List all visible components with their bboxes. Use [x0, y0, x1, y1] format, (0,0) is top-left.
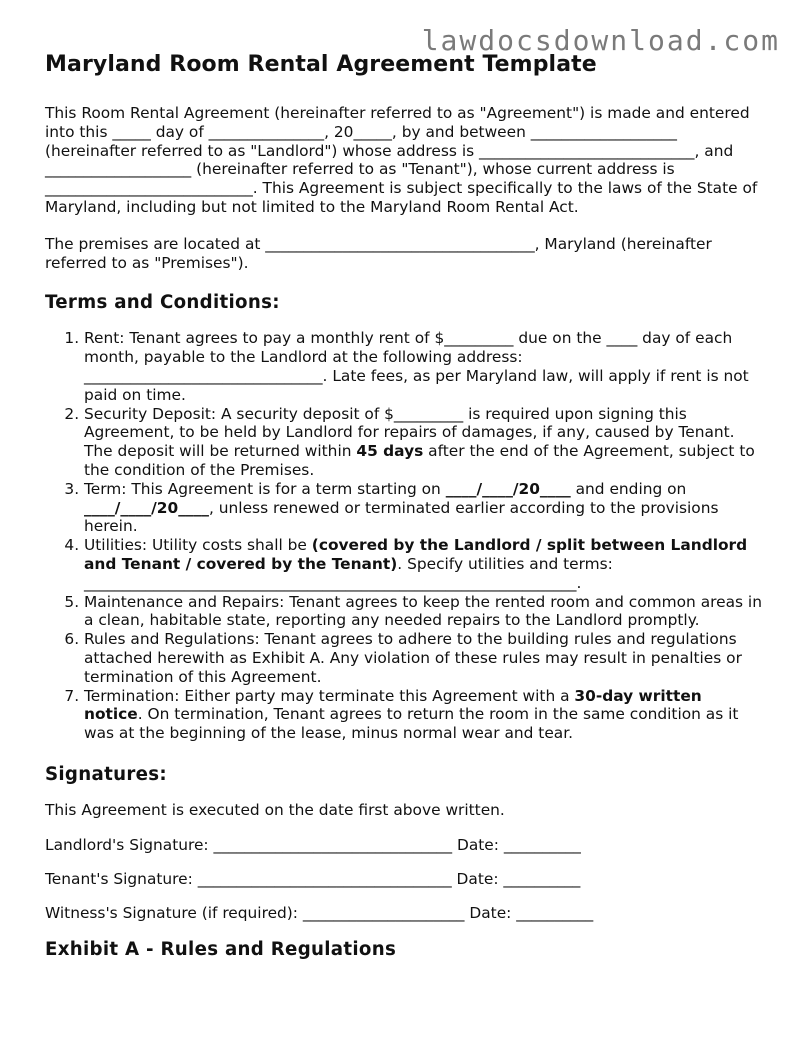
termination-notice: 30-day written notice	[84, 686, 702, 724]
terms-heading: Terms and Conditions:	[45, 292, 280, 314]
term-item-utilities	[84, 536, 763, 592]
landlord-signature-line: Landlord's Signature: _______________________________ Date: __________	[45, 835, 581, 854]
term-item-rules: 6. Rules and Regulations: Tenant agrees to adhere to the building rules and regulations attached herewith as Exhibit A. Any violation of these rules may result in penalties or termination of this Agreement.	[84, 630, 763, 686]
term-end-date: ____/____/20____	[84, 498, 210, 517]
tenant-signature-line: Tenant's Signature: _________________________________ Date: __________	[45, 870, 581, 888]
term-text: Term: This Agreement is for a term starting on	[84, 479, 446, 498]
termination-text-end: . On termination, Tenant agrees to return the room in the same condition as it was at the beginning of the lease, minus normal wear and tear.	[84, 705, 739, 743]
term-item-rent: 1. Rent: Tenant agrees to pay a monthly rent of $_________ due on the ____ day of each month, payable to the Landlord at the following address: _______________________________. Late fees, as per Maryland law, will apply if rent is not paid on time.	[84, 329, 763, 404]
terms-list	[45, 329, 763, 743]
document-title: Maryland Room Rental Agreement Template	[45, 52, 597, 77]
utilities-options: (covered by the Landlord / split between Landlord and Tenant / covered by the Tenant)	[84, 536, 748, 573]
term-item-security-deposit	[84, 405, 763, 480]
document-page	[45, 52, 763, 976]
term-item-termination	[84, 687, 763, 743]
term-text-mid: and ending on	[570, 479, 687, 498]
premises-paragraph: The premises are located at ___________________________________, Maryland (hereinafter referred to as "Premises").	[45, 234, 712, 272]
deposit-days: 45 days	[356, 442, 424, 461]
watermark: lawdocsdownload.com	[421, 24, 780, 57]
deposit-text: Security Deposit: A security deposit of $_________ is required upon signing this Agreement, to be held by Landlord for repairs of damages, if any, caused by Tenant. The deposit will be returned within	[84, 404, 735, 461]
execution-statement: This Agreement is executed on the date first above written.	[45, 800, 505, 819]
term-start-date: ____/____/20____	[445, 479, 571, 498]
witness-signature-line: Witness's Signature (if required): _____________________ Date: __________	[45, 904, 594, 923]
term-item-maintenance: 5. Maintenance and Repairs: Tenant agrees to keep the rented room and common areas in a clean, habitable state, reporting any needed repairs to the Landlord promptly.	[84, 593, 763, 631]
utilities-text-end: . Specify utilities and terms: ________________________________________________________________.	[84, 554, 613, 592]
termination-text: Termination: Either party may terminate this Agreement with a	[84, 686, 575, 705]
deposit-text-end: after the end of the Agreement, subject to the condition of the Premises.	[84, 442, 755, 479]
term-item-term	[84, 480, 763, 536]
signatures-heading: Signatures:	[45, 763, 167, 785]
intro-paragraph: This Room Rental Agreement (hereinafter referred to as "Agreement") is made and entered into this _____ day of _______________, 20_____, by and between ___________________ (hereinafter referred to as "Landlord") whose address is ____________________________, and ___________________ (hereinafter referred to as "Tenant"), whose current address is ___________________________. This Agreement is subject specifically to the laws of the State of Maryland, including but not limited to the Maryland Room Rental Act.	[45, 104, 758, 216]
term-text-end: , unless renewed or terminated earlier according to the provisions herein.	[84, 498, 719, 536]
utilities-text: Utilities: Utility costs shall be	[84, 536, 312, 555]
exhibit-heading: Exhibit A - Rules and Regulations	[45, 938, 397, 960]
